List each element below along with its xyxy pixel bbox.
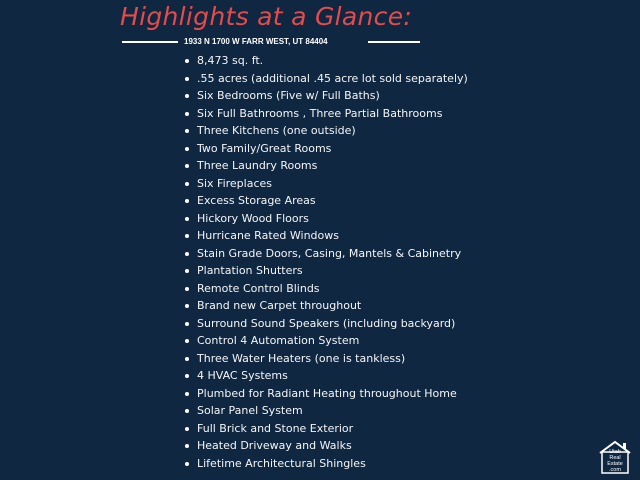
list-item-text: Plumbed for Radiant Heating throughout Home — [197, 386, 457, 400]
watermark-text — [598, 449, 632, 473]
property-address: 1933 N 1700 W FARR WEST, UT 84404 — [184, 37, 328, 46]
list-item — [183, 175, 468, 193]
bullet-icon — [185, 147, 189, 151]
list-item — [183, 157, 468, 175]
highlights-list — [183, 52, 468, 472]
bullet-icon — [185, 392, 189, 396]
bullet-icon — [185, 77, 189, 81]
list-item — [183, 227, 468, 245]
divider-right — [368, 41, 420, 43]
list-item — [183, 140, 468, 158]
watermark-line: Real — [609, 455, 621, 461]
list-item-text: Three Water Heaters (one is tankless) — [197, 351, 406, 365]
bullet-icon — [185, 217, 189, 221]
bullet-icon — [185, 94, 189, 98]
list-item — [183, 262, 468, 280]
list-item — [183, 350, 468, 368]
bullet-icon — [185, 374, 189, 378]
watermark-line: Utah — [609, 449, 621, 455]
bullet-icon — [185, 339, 189, 343]
bullet-icon — [185, 112, 189, 116]
bullet-icon — [185, 59, 189, 63]
bullet-icon — [185, 322, 189, 326]
list-item — [183, 70, 468, 88]
list-item — [183, 87, 468, 105]
list-item — [183, 210, 468, 228]
list-item-text: Brand new Carpet throughout — [197, 299, 362, 312]
list-item-text: Control 4 Automation System — [197, 334, 360, 347]
list-item — [183, 437, 468, 455]
watermark-line: .com — [609, 467, 621, 473]
bullet-icon — [185, 304, 189, 308]
list-item-text: Solar Panel System — [197, 404, 303, 417]
list-item — [183, 367, 468, 385]
bullet-icon — [185, 252, 189, 256]
list-item-text: Six Full Bathrooms , Three Partial Bathrooms — [197, 106, 443, 120]
bullet-icon — [185, 269, 189, 273]
bullet-icon — [185, 444, 189, 448]
bullet-icon — [185, 462, 189, 466]
list-item — [183, 315, 468, 333]
list-item — [183, 122, 468, 140]
bullet-icon — [185, 164, 189, 168]
list-item-text: Six Bedrooms (Five w/ Full Baths) — [197, 89, 380, 102]
list-item — [183, 402, 468, 420]
list-item-text: Heated Driveway and Walks — [197, 439, 352, 452]
list-item-text: Full Brick and Stone Exterior — [197, 421, 354, 435]
list-item-text: Remote Control Blinds — [197, 281, 320, 295]
list-item — [183, 245, 468, 263]
list-item-text: Lifetime Architectural Shingles — [197, 456, 366, 470]
watermark-logo — [598, 440, 632, 474]
list-item-text: 4 HVAC Systems — [197, 369, 288, 382]
bullet-icon — [185, 234, 189, 238]
list-item-text: Hurricane Rated Windows — [197, 229, 339, 242]
list-item-text: Stain Grade Doors, Casing, Mantels & Cabinetry — [197, 246, 462, 260]
list-item — [183, 332, 468, 350]
list-item-text: Three Laundry Rooms — [197, 159, 318, 172]
list-item-text: .55 acres (additional .45 acre lot sold separately) — [197, 71, 468, 85]
list-item-text: Plantation Shutters — [197, 264, 303, 277]
list-item — [183, 105, 468, 123]
bullet-icon — [185, 199, 189, 203]
list-item-text: 8,473 sq. ft. — [197, 54, 264, 67]
list-item-text: Hickory Wood Floors — [197, 211, 309, 225]
address-row — [122, 36, 420, 48]
divider-left — [122, 41, 178, 43]
list-item — [183, 192, 468, 210]
list-item-text: Three Kitchens (one outside) — [197, 124, 356, 137]
list-item — [183, 297, 468, 315]
list-item — [183, 385, 468, 403]
list-item-text: Two Family/Great Rooms — [197, 141, 332, 155]
list-item — [183, 455, 468, 473]
list-item-text: Surround Sound Speakers (including backyard) — [197, 316, 456, 330]
list-item — [183, 52, 468, 70]
bullet-icon — [185, 129, 189, 133]
list-item-text: Six Fireplaces — [197, 176, 273, 190]
list-item-text: Excess Storage Areas — [197, 194, 316, 207]
list-item — [183, 420, 468, 438]
bullet-icon — [185, 409, 189, 413]
bullet-icon — [185, 427, 189, 431]
bullet-icon — [185, 182, 189, 186]
bullet-icon — [185, 357, 189, 361]
watermark-line: Estate — [607, 461, 623, 467]
list-item — [183, 280, 468, 298]
bullet-icon — [185, 287, 189, 291]
page-title: Highlights at a Glance: — [120, 2, 413, 31]
